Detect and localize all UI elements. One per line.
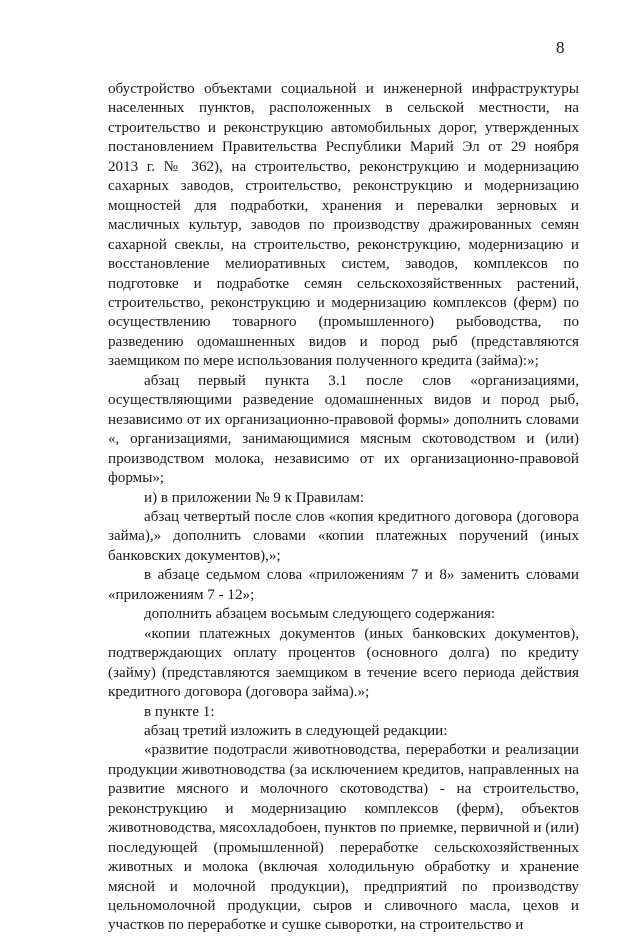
- paragraph-third-abzac: абзац третий изложить в следующей редакции:: [144, 722, 448, 739]
- paragraph-seventh-abzac: в абзаце седьмом слова «приложениям 7 и 8» заменить словами «приложениям 7 - 12»;: [108, 567, 579, 603]
- paragraph-continuation: обустройство объектами социальной и инженерной инфраструктуры населенных пунктов, расположенных в сельской местности, на строительство и реконструкцию автомобильных дорог, утвержденных постановлением Правительства Республики Марий Эл от 29 ноября 2013 г. № 362), на строительство, реконструкцию и модернизацию сахарных заводов, строительство, реконструкцию и модернизацию мощностей для подработки, хранения и перевалки зерновых и масличных культур, заводов по производству дражированных семян сахарной свеклы, на строительство, реконструкцию, модернизацию и восстановление мелиоративных систем, заводов, комплексов по подготовке и подработке семян сельскохозяйственных растений, строительство, реконструкцию и модернизацию комплексов (ферм) по осуществлению товарного (промышленного) рыбоводства, по разведению одомашненных видов и пород рыб (представляются заемщиком по мере использования полученного кредита (займа):»;: [108, 81, 579, 370]
- paragraph-appendix-9-heading: и) в приложении № 9 к Правилам:: [144, 489, 365, 506]
- paragraph-point-1: в пункте 1:: [144, 703, 215, 720]
- document-body: [108, 80, 579, 936]
- paragraph-add-eighth: дополнить абзацем восьмым следующего содержания:: [144, 606, 496, 623]
- paragraph-quoted-payment-docs: «копии платежных документов (иных банковских документов), подтверждающих оплату процентов (основного долга) по кредиту (займу) (представляются заемщиком в течение всего периода действия кредитного договора (договора займа).»;: [108, 625, 579, 701]
- paragraph-fourth-abzac: абзац четвертый после слов «копия кредитного договора (договора займа),» дополнить словами «копии платежных поручений (иных банковских документов),»;: [108, 508, 579, 564]
- paragraph-amendment-3-1: абзац первый пункта 3.1 после слов «организациями, осуществляющими разведение одомашненных видов и пород рыб, независимо от их организационно-правовой формы» дополнить словами «, организациями, занимающимися мясным скотоводством и (или) производством молока, независимо от их организационно-правовой формы»;: [108, 372, 579, 487]
- paragraph-livestock-development: «развитие подотрасли животноводства, переработки и реализации продукции животноводства (за исключением кредитов, направленных на развитие мясного и молочного скотоводства) - на строительство, реконструкцию и модернизацию комплексов (ферм), объектов животноводства, мясохладобоен, пунктов по приемке, первичной и (или) последующей (промышленной) переработке сельскохозяйственных животных и молока (включая холодильную обработку и хранение мясной и молочной продукции), предприятий по производству цельномолочной продукции, сыров и сливочного масла, цехов и участков по переработке и сушке сыворотки, на строительство и: [108, 742, 579, 934]
- page-number: 8: [556, 38, 565, 57]
